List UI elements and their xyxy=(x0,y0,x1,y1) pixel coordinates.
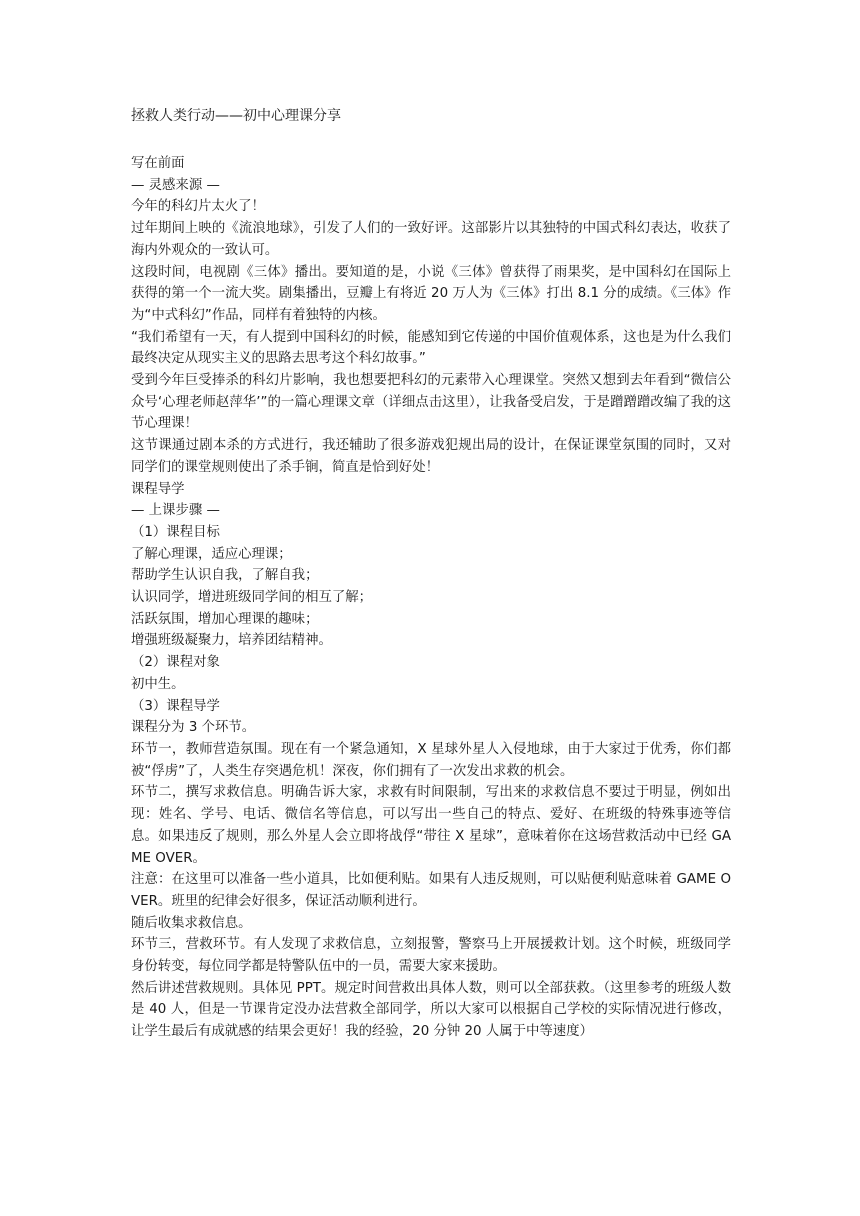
paragraph: 注意：在这里可以准备一些小道具，比如便利贴。如果有人违反规则，可以贴便利贴意味着 GAME OVER。班里的纪律会好很多，保证活动顺利进行。 xyxy=(131,872,731,909)
subsection-heading: — 灵感来源 — xyxy=(131,177,220,193)
list-heading: （2）课程对象 xyxy=(131,655,220,671)
list-item: 认识同学，增进班级同学间的相互了解； xyxy=(131,590,373,606)
paragraph: 然后讲述营救规则。具体见 PPT。规定时间营救出具体人数，则可以全部获救。（这里参考的班级人数是 40 人，但是一节课肯定没办法营救全部同学，所以大家可以根据自己学校的实际情况进行修改，让学生最后有成就感的结果会更好！我的经验，20 分钟 20 人属于中等速度） xyxy=(131,980,731,1040)
paragraph: 初中生。 xyxy=(131,676,185,692)
paragraph: 这节课通过剧本杀的方式进行，我还辅助了很多游戏犯规出局的设计，在保证课堂氛围的同时，又对同学们的课堂规则使出了杀手锏，简直是恰到好处！ xyxy=(131,438,731,475)
section-heading: 写在前面 xyxy=(131,156,185,171)
list-item: 了解心理课，适应心理课； xyxy=(131,546,292,562)
list-heading: （1）课程目标 xyxy=(131,524,220,540)
paragraph: 过年期间上映的《流浪地球》，引发了人们的一致好评。这部影片以其独特的中国式科幻表达，收获了海内外观众的一致认可。 xyxy=(131,221,731,258)
paragraph: 环节二，撰写求救信息。明确告诉大家，求救有时间限制，写出来的求救信息不要过于明显，例如出现：姓名、学号、电话、微信名等信息，可以写出一些自己的特点、爱好、在班级的特殊事迹等信息。如果违反了规则，那么外星人会立即将战俘“带往 X 星球”，意味着你在这场营救活动中已经 GAME OVER。 xyxy=(131,785,731,866)
list-item: 增强班级凝聚力，培养团结精神。 xyxy=(131,633,332,649)
paragraph: 课程分为 3 个环节。 xyxy=(131,720,256,736)
document-title: 拯救人类行动——初中心理课分享 xyxy=(131,108,341,124)
paragraph: 随后收集求救信息。 xyxy=(131,915,252,931)
list-heading: （3）课程导学 xyxy=(131,698,220,714)
paragraph: 受到今年巨受捧杀的科幻片影响，我也想要把科幻的元素带入心理课堂。突然又想到去年看到“微信公众号‘心理老师赵萍华’”的一篇心理课文章（详细点击这里），让我备受启发，于是蹭蹭蹭改编了我的这节心理课！ xyxy=(131,373,731,432)
list-item: 活跃氛围，增加心理课的趣味； xyxy=(131,611,319,627)
section-heading: 课程导学 xyxy=(131,481,185,497)
paragraph: 今年的科幻片太火了！ xyxy=(131,199,265,215)
subsection-heading: — 上课步骤 — xyxy=(131,503,220,519)
paragraph: 环节一，教师营造氛围。现在有一个紧急通知，X 星球外星人入侵地球，由于大家过于优秀，你们都被“俘虏”了，人类生存突遇危机！深夜，你们拥有了一次发出求救的机会。 xyxy=(131,741,731,779)
paragraph: 环节三，营救环节。有人发现了求救信息，立刻报警，警察马上开展援救计划。这个时候，班级同学身份转变，每位同学都是特警队伍中的一员，需要大家来援助。 xyxy=(131,937,731,975)
document-page xyxy=(131,106,731,1043)
paragraph: 这段时间，电视剧《三体》播出。要知道的是，小说《三体》曾获得了雨果奖，是中国科幻在国际上获得的第一个一流大奖。剧集播出，豆瓣上有将近 20 万人为《三体》打出 8.1 分的成绩。《三体》作为“中式科幻”作品，同样有着独特的内核。 xyxy=(131,264,731,323)
quote-paragraph: “我们希望有一天，有人提到中国科幻的时候，能感知到它传递的中国价值观体系，这也是为什么我们最终决定从现实主义的思路去思考这个科幻故事。” xyxy=(131,329,731,367)
list-item: 帮助学生认识自我，了解自我； xyxy=(131,568,319,584)
